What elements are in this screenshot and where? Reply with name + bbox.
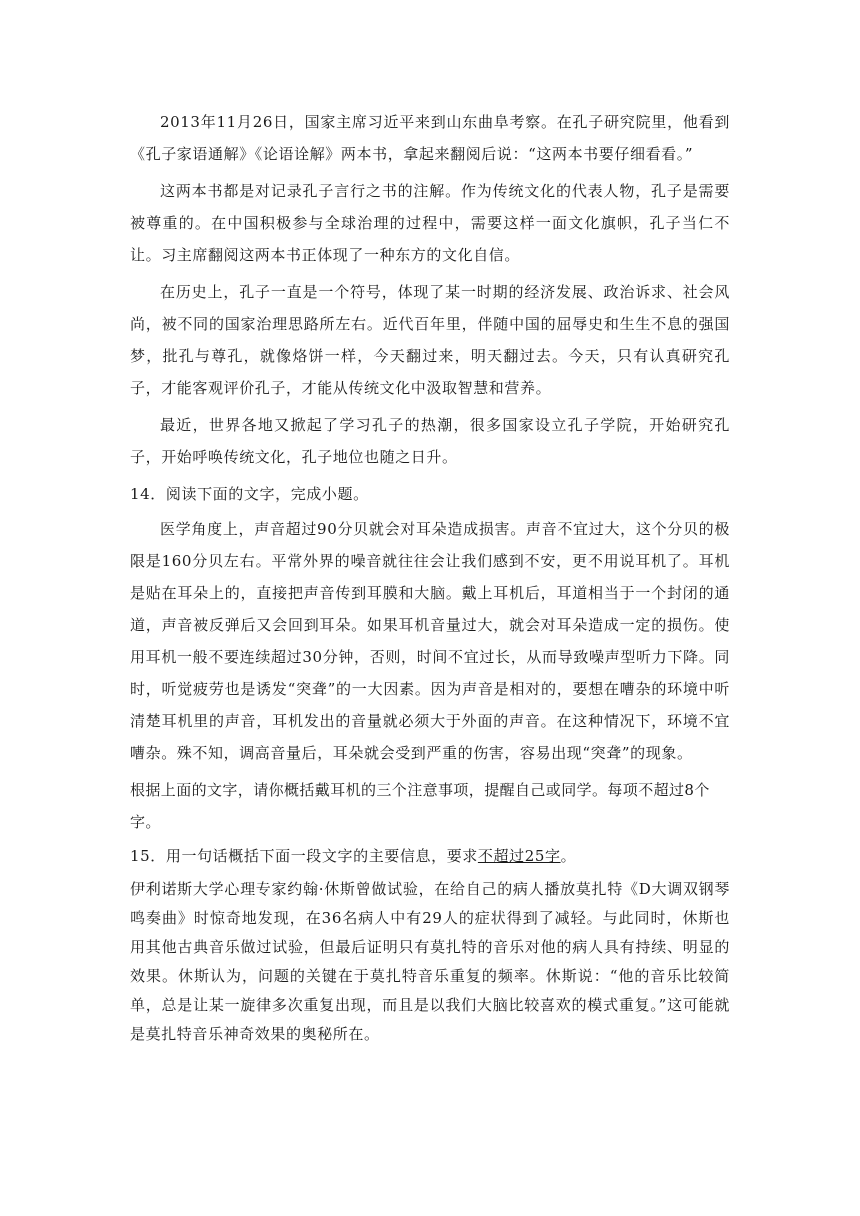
question-15-passage: 伊利诺斯大学心理专家约翰·休斯曾做试验，在给自己的病人播放莫扎特《D大调双钢琴鸣奏曲》时惊奇地发现，在36名病人中有29人的症状得到了减轻。与此同时，休斯也用其他古典音乐做过试验，但最后证明只有莫扎特的音乐对他的病人具有持续、明显的效果。休斯认为，问题的关键在于莫扎特音乐重复的频率。休斯说：“他的音乐比较简单，总是让某一旋律多次重复出现，而且是以我们大脑比较喜欢的模式重复。”这可能就是莫扎特音乐神奇效果的奥秘所在。 [130, 880, 730, 1043]
question-15-word-limit: 不超过25字 [477, 847, 561, 865]
passage-paragraph-4: 最近，世界各地又掀起了学习孔子的热潮，很多国家设立孔子学院，开始研究孔子，开始呼唤传统文化，孔子地位也随之日升。 [130, 416, 730, 466]
passage-paragraph-2: 这两本书都是对记录孔子言行之书的注解。作为传统文化的代表人物，孔子是需要被尊重的。在中国积极参与全球治理的过程中，需要这样一面文化旗帜，孔子当仁不让。习主席翻阅这两本书正体现了一种东方的文化自信。 [130, 182, 730, 264]
question-14-title: 14．阅读下面的文字，完成小题。 [130, 485, 369, 503]
passage-paragraph-1: 2013年11月26日，国家主席习近平来到山东曲阜考察。在孔子研究院里，他看到《孔子家语通解》《论语诠解》两本书，拿起来翻阅后说：“这两本书要仔细看看。” [130, 113, 730, 163]
question-15-title-main: 15．用一句话概括下面一段文字的主要信息，要求 [130, 847, 478, 865]
question-14 [130, 478, 730, 838]
passage-paragraph-3: 在历史上，孔子一直是一个符号，体现了某一时期的经济发展、政治诉求、社会风尚，被不同的国家治理思路所左右。近代百年里，伴随中国的屈辱史和生生不息的强国梦，批孔与尊孔，就像烙饼一样，今天翻过来，明天翻过去。今天，只有认真研究孔子，才能客观评价孔子，才能从传统文化中汲取智慧和营养。 [130, 283, 730, 397]
question-14-passage: 医学角度上，声音超过90分贝就会对耳朵造成损害。声音不宜过大，这个分贝的极限是160分贝左右。平常外界的噪音就往往会让我们感到不安，更不用说耳机了。耳机是贴在耳朵上的，直接把声音传到耳膜和大脑。戴上耳机后，耳道相当于一个封闭的通道，声音被反弹后又会回到耳朵。如果耳机音量过大，就会对耳朵造成一定的损伤。使用耳机一般不要连续超过30分钟，否则，时间不宜过长，从而导致噪声型听力下降。同时，听觉疲劳也是诱发“突聋”的一大因素。因为声音是相对的，要想在嘈杂的环境中听清楚耳机里的声音，耳机发出的音量就必须大于外面的声音。在这种情况下，环境不宜嘈杂。殊不知，调高音量后，耳朵就会受到严重的伤害，容易出现“突聋”的现象。 [130, 520, 730, 762]
document-content [130, 106, 730, 1049]
question-15-title [130, 840, 730, 872]
question-15-title-end: 。 [560, 847, 577, 865]
question-14-prompt: 根据上面的文字，请你概括戴耳机的三个注意事项，提醒自己或同学。每项不超过8个字。 [130, 781, 710, 831]
question-15 [130, 840, 730, 1049]
